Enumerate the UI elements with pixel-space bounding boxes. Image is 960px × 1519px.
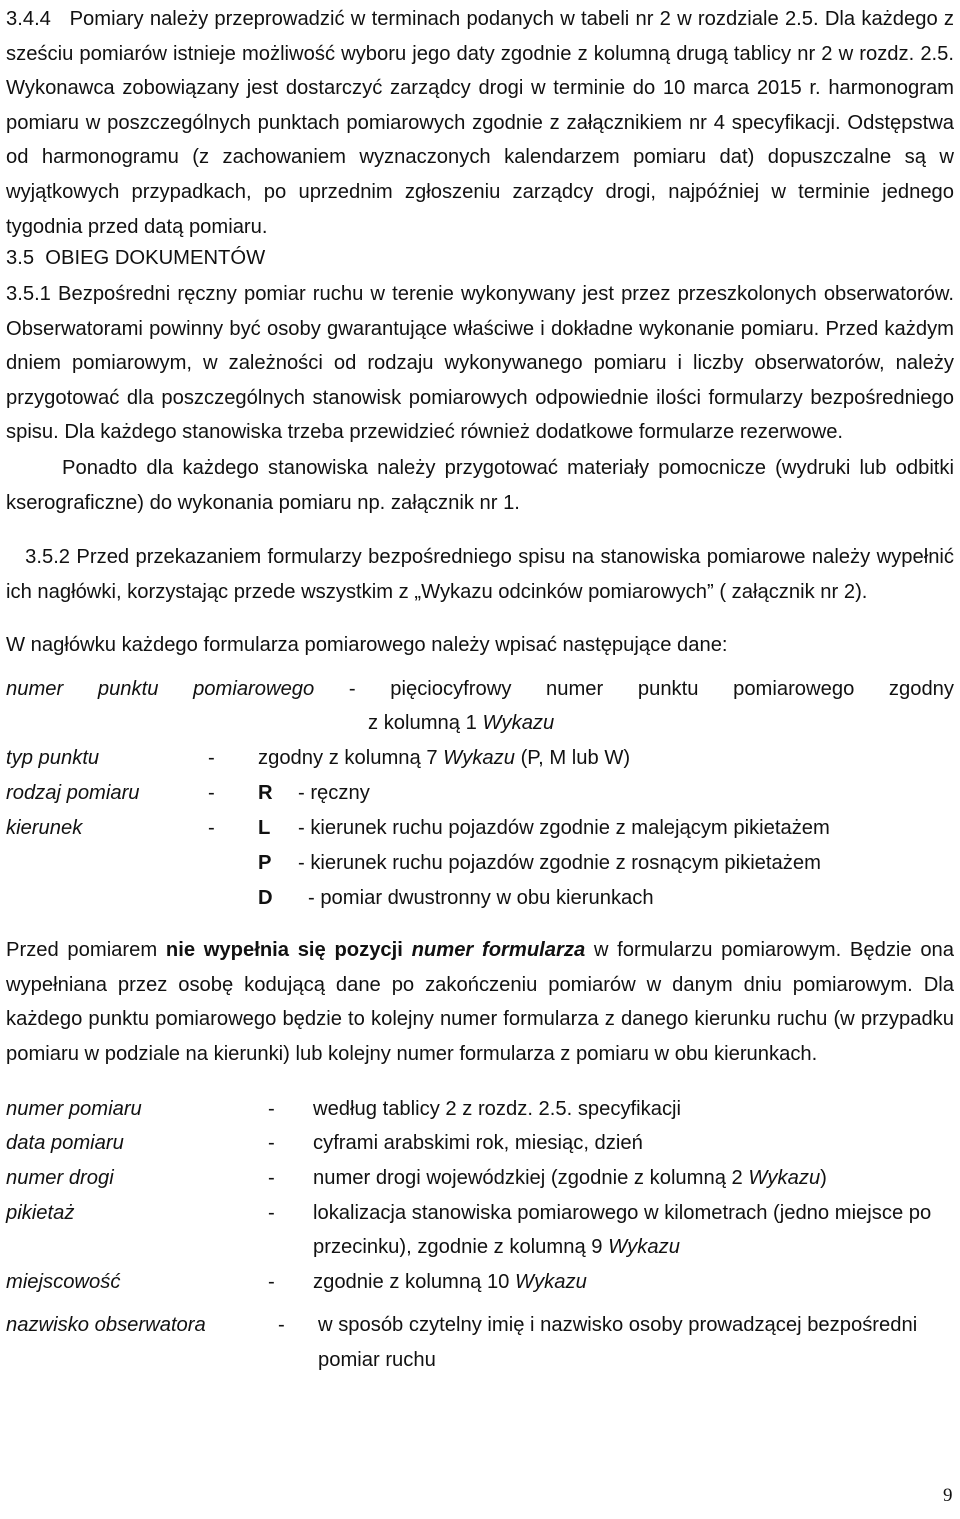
list-term: pikietaż (6, 1202, 75, 1224)
paragraph-text: Pomiary należy przeprowadzić w terminach podanych w tabeli nr 2 w rozdziale 2.5. Dla każdego z sześciu pomiarów istnieje możliwość wyboru jego daty zgodnie z kolumną drugą tablicy nr 2 w rozdz. 2.5. Wykonawca zobowiązany jest dostarczyć zarządcy drogi w terminie do 10 marca 2015 r. harmonogram pomiaru w poszczególnych punktach pomiarowych zgodnie z załącznikiem nr 4 specyfikacji. Odstępstwa od harmonogramu (z zachowaniem wyznaczonych kalendarzem pomiaru dat) dopuszczalne są w wyjątkowych przypadkach, po uprzednim zgłoszeniu zarządcy drogi, najpóźniej w terminie jednego tygodnia przed datą pomiaru. (6, 8, 954, 238)
list-description-italic: Wykazu (608, 1236, 680, 1258)
paragraph-3-5-2 (6, 540, 954, 609)
list-dash: - (268, 1167, 275, 1189)
list-term: miejscowość (6, 1271, 121, 1293)
paragraph-text: Przed pomiarem (6, 939, 166, 961)
list-description: - kierunek ruchu pojazdów zgodnie z malejącym pikietażem (298, 817, 830, 839)
list-description: lokalizacja stanowiska pomiarowego w kilometrach (jedno miejsce po (313, 1202, 932, 1224)
list-description-part: numer drogi wojewódzkiej (zgodnie z kolumną 2 (313, 1167, 749, 1189)
list-term: numer pomiaru (6, 1098, 142, 1120)
list-item-rodzaj-pomiaru (6, 776, 954, 810)
list-code: P (258, 852, 272, 874)
section-number: 3.5.2 (25, 546, 71, 568)
list-term: numer punktu pomiarowego (6, 678, 315, 700)
list-item-nazwisko (6, 1308, 954, 1342)
list-description: według tablicy 2 z rozdz. 2.5. specyfikacji (313, 1098, 682, 1120)
paragraph-text: W nagłówku każdego formularza pomiarowego należy wpisać następujące dane: (6, 634, 728, 656)
paragraph-header-intro (6, 628, 954, 663)
list-dash: - (208, 747, 215, 769)
paragraph-numer-formularza (6, 933, 954, 1071)
list-term: kierunek (6, 817, 83, 839)
list-item-numer-punktu (6, 672, 954, 706)
list-item-line (6, 672, 954, 707)
paragraph-text-space (403, 939, 412, 961)
list-description (258, 741, 630, 776)
list-term: nazwisko obserwatora (6, 1314, 206, 1336)
paragraph-text: Bezpośredni ręczny pomiar ruchu w terenie wykonywany jest przez przeszkolonych obserwatorów. Obserwatorami powinny być osoby gwarantujące właściwe i dokładne wykonanie pomiaru. Przed każdym dniem pomiarowym, w zależności od rodzaju wykonywanego pomiaru i liczby obserwatorów, należy przygotować dla poszczególnych stanowisk pomiarowych odpowiednie ilości formularzy bezpośredniego spisu. Dla każdego stanowiska trzeba przewidzieć również dodatkowe formularze rezerwowe. (6, 283, 954, 444)
list-description (313, 1230, 680, 1265)
list-description: pomiar ruchu (318, 1349, 436, 1371)
list-item-kierunek-p (6, 846, 954, 880)
heading-title: OBIEG DOKUMENTÓW (45, 247, 266, 269)
list-description: - ręczny (298, 782, 370, 804)
paragraph-text: Przed przekazaniem formularzy bezpośredniego spisu na stanowiska pomiarowe należy wypełnić ich nagłówki, korzystając przede wszystkim z „Wykazu odcinków pomiarowych” ( załącznik nr 2). (6, 546, 955, 603)
paragraph-3-5-1-continuation (6, 451, 954, 520)
list-description: z kolumną 1 (368, 712, 483, 734)
list-term: rodzaj pomiaru (6, 782, 140, 804)
list-dash: - (278, 1314, 285, 1336)
section-number: 3.4.4 (6, 8, 51, 30)
list-description: - kierunek ruchu pojazdów zgodnie z rosnącym pikietażem (298, 852, 821, 874)
list-term: typ punktu (6, 747, 100, 769)
paragraph-text-bold-italic: numer formularza (411, 939, 586, 961)
list-item-pikietaz-line2 (6, 1230, 954, 1264)
list-code: R (258, 782, 273, 804)
list-description: pięciocyfrowy numer punktu pomiarowego zgodny (390, 678, 955, 700)
list-dash: - (268, 1202, 275, 1224)
list-description: cyframi arabskimi rok, miesiąc, dzień (313, 1132, 643, 1154)
list-dash: - (348, 678, 356, 700)
list-item-kierunek (6, 811, 954, 845)
list-item-nazwisko-line2 (6, 1343, 954, 1377)
list-item-kierunek-d (6, 881, 954, 915)
list-description-italic: Wykazu (443, 747, 515, 769)
list-code: L (258, 817, 271, 839)
list-dash: - (268, 1098, 275, 1120)
list-term: data pomiaru (6, 1132, 124, 1154)
paragraph-3-4-4 (6, 2, 954, 244)
list-description-italic: Wykazu (482, 712, 555, 734)
list-item-typ-punktu (6, 741, 954, 775)
list-description (313, 1161, 827, 1196)
list-description-part: ) (820, 1167, 827, 1189)
list-code: D (258, 887, 273, 909)
list-term: numer drogi (6, 1167, 114, 1189)
section-heading-3-5 (6, 241, 265, 276)
list-item-numer-punktu-line2 (368, 706, 554, 741)
paragraph-3-5-1 (6, 277, 954, 450)
paragraph-text-bold: nie wypełnia się pozycji (165, 939, 403, 961)
list-dash: - (268, 1132, 275, 1154)
list-item-numer-pomiaru (6, 1092, 954, 1126)
paragraph-text: Ponadto dla każdego stanowiska należy przygotować materiały pomocnicze (wydruki lub odbitki kserograficzne) do wykonania pomiaru np. załącznik nr 1. (6, 457, 954, 514)
list-item-miejscowosc (6, 1265, 954, 1299)
list-description-part: zgodnie z kolumną 10 (313, 1271, 516, 1293)
list-description-italic: Wykazu (515, 1271, 587, 1293)
list-description: - pomiar dwustronny w obu kierunkach (308, 887, 654, 909)
list-item-data-pomiaru (6, 1126, 954, 1160)
paragraph-text: w formularzu pomiarowym. Będzie ona wypełniana przez osobę kodującą dane po zakończeniu pomiarów w danym dniu pomiarowym. Dla każdego punktu pomiarowego będzie to kolejny numer formularza z danego kierunku ruchu (w przypadku pomiaru w podziale na kierunki) lub kolejny numer formularza z pomiaru w obu kierunkach. (6, 939, 955, 1065)
list-dash: - (208, 817, 215, 839)
list-item-numer-drogi (6, 1161, 954, 1195)
list-description: w sposób czytelny imię i nazwisko osoby prowadzącej bezpośredni (318, 1314, 918, 1336)
page-number: 9 (943, 1485, 953, 1506)
list-description-part: (P, M lub W) (514, 747, 631, 769)
list-dash: - (268, 1271, 275, 1293)
list-item-pikietaz (6, 1196, 954, 1230)
list-description-italic: Wykazu (748, 1167, 821, 1189)
list-description (313, 1265, 587, 1300)
list-description-part: zgodny z kolumną 7 (258, 747, 444, 769)
section-number: 3.5.1 (6, 283, 51, 305)
list-dash: - (208, 782, 215, 804)
list-description-part: przecinku), zgodnie z kolumną 9 (313, 1236, 609, 1258)
heading-number: 3.5 (6, 247, 35, 269)
